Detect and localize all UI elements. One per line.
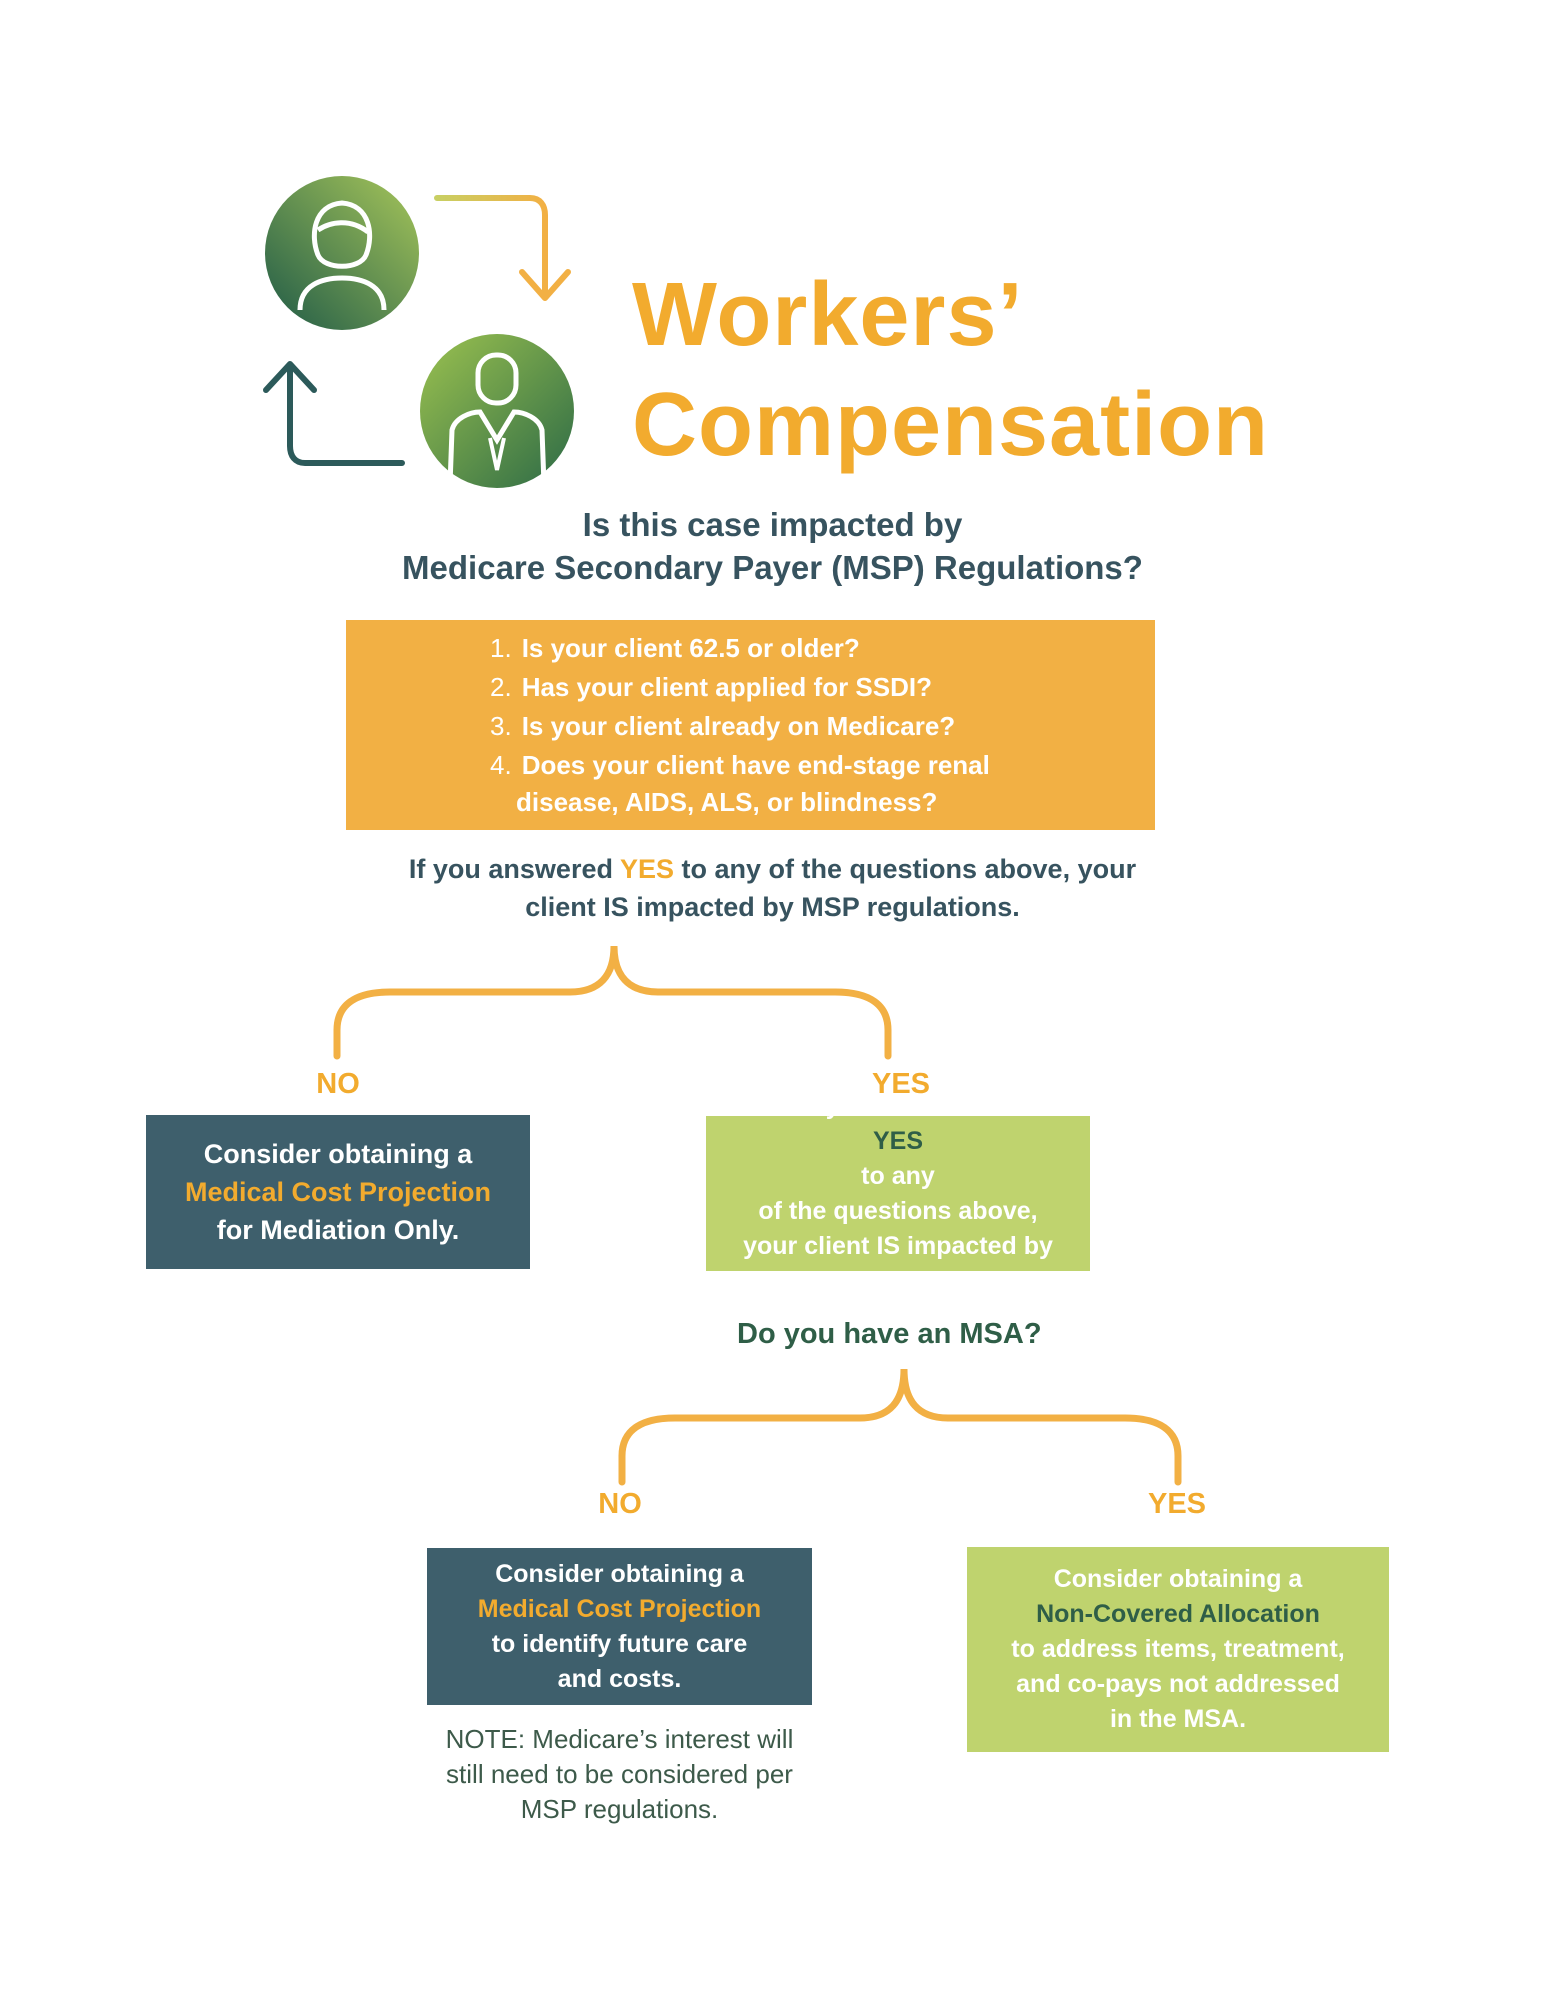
main-question-line-1: Is this case impacted by xyxy=(582,506,963,543)
branch1-yes-label: YES xyxy=(871,1068,931,1100)
branch2-note: NOTE: Medicare’s interest will still need to be considered per MSP regulations. xyxy=(445,1724,794,1824)
branch1-yes-box: If you answered YES to any of the questions above, your client IS impacted by MSP regulations. xyxy=(706,1116,1090,1271)
msa-question: Do you have an MSA? xyxy=(737,1318,1042,1350)
branch1-no-label: NO xyxy=(316,1068,360,1100)
checklist-item-1: 1. Is your client 62.5 or older? xyxy=(490,633,860,663)
branch2-yes-label: YES xyxy=(1147,1488,1207,1520)
brace-2 xyxy=(622,1369,1178,1482)
branch1-no-box: Consider obtaining a Medical Cost Projection for Mediation Only. xyxy=(146,1115,530,1269)
main-question-line-2: Medicare Secondary Payer (MSP) Regulations? xyxy=(402,549,1143,586)
checklist-item-3: 3. Is your client already on Medicare? xyxy=(490,711,956,741)
checklist-item-2: 2. Has your client applied for SSDI? xyxy=(490,672,932,702)
checklist-item-4: 4. Does your client have end-stage renal xyxy=(490,750,990,780)
branch2-yes-box: Consider obtaining a Non-Covered Allocation to address items, treatment, and co-pays not addressed in the MSA. xyxy=(967,1547,1389,1752)
title-line-2: Compensation xyxy=(632,375,1270,475)
title-line-1: Workers’ xyxy=(632,265,1024,365)
branch2-no-box: Consider obtaining a Medical Cost Projection to identify future care and costs. xyxy=(427,1548,812,1705)
checklist-item-4-cont: disease, AIDS, ALS, or blindness? xyxy=(516,787,938,817)
brace-1 xyxy=(337,946,888,1056)
answer-note: If you answered YES to any of the questions above, your client IS impacted by MSP regulations. xyxy=(408,854,1137,922)
branch2-no-label: NO xyxy=(598,1488,642,1520)
